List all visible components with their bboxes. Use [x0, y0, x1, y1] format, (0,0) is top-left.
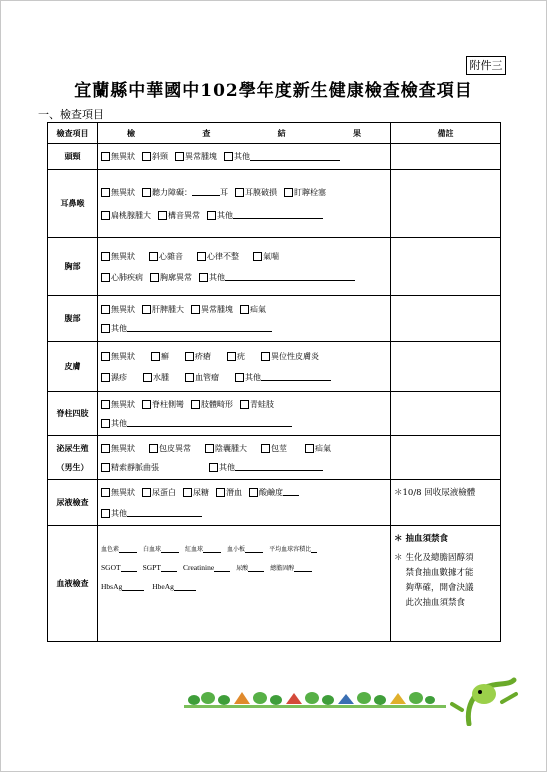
option-label: 其他	[219, 462, 235, 472]
checkbox[interactable]	[224, 152, 233, 161]
option-label: 疝氣	[250, 304, 266, 314]
checkbox[interactable]	[216, 488, 225, 497]
checkbox[interactable]	[142, 305, 151, 314]
fill-blank[interactable]	[250, 153, 340, 161]
checkbox[interactable]	[142, 400, 151, 409]
table-row	[48, 144, 501, 170]
checkbox[interactable]	[101, 324, 110, 333]
lab-label: 白血球	[143, 547, 162, 553]
option-label: 癬	[161, 351, 169, 361]
tree-row-illustration	[184, 692, 446, 708]
section-heading: 一、檢查項目	[38, 108, 104, 121]
category-abdomen: 腹部	[48, 296, 98, 342]
category-blood: 血液檢查	[48, 526, 98, 642]
option-label: 構音異常	[168, 210, 200, 220]
category-label: 泌尿生殖	[56, 442, 89, 453]
checkbox[interactable]	[158, 211, 167, 220]
remark-cell	[391, 342, 501, 392]
result-cell	[98, 436, 391, 480]
checkbox[interactable]	[249, 488, 258, 497]
remark-cell	[391, 392, 501, 436]
option-label: 其他	[209, 272, 225, 282]
option-label: 心肺疾病	[111, 272, 143, 282]
table-row	[48, 296, 501, 342]
checkbox[interactable]	[142, 188, 151, 197]
blood-remark-title-line	[394, 532, 497, 547]
fill-blank[interactable]	[161, 564, 177, 572]
result-cell	[98, 526, 391, 642]
fill-blank[interactable]	[127, 509, 202, 517]
blood-remark-title: 抽血須禁食	[405, 534, 448, 544]
remark-line: 夠準確，開會決議	[405, 583, 474, 593]
fill-blank[interactable]	[233, 211, 323, 219]
fill-blank[interactable]	[127, 324, 272, 332]
result-cell	[98, 144, 391, 170]
option-label: 濕疹	[111, 372, 127, 382]
page-title: 宜蘭縣中華國中102學年度新生健康檢查檢查項目	[74, 81, 473, 101]
mascot-illustration	[452, 680, 516, 724]
header-result-char: 結	[277, 127, 286, 138]
table-header-row	[48, 123, 501, 144]
option-label: 陰囊腫大	[215, 443, 247, 453]
option-label: 異常腫塊	[201, 304, 233, 314]
checkbox[interactable]	[101, 211, 110, 220]
remark-line: 此次抽血須禁食	[405, 598, 466, 608]
category-urine: 尿液檢查	[48, 480, 98, 526]
remark-cell	[391, 480, 501, 526]
category-spine-limbs: 脊柱四肢	[48, 392, 98, 436]
header-result	[98, 123, 391, 144]
checkbox[interactable]	[261, 352, 270, 361]
option-label: 包皮異常	[159, 443, 191, 453]
option-label: 其他	[234, 152, 250, 161]
remark-cell	[391, 296, 501, 342]
fill-blank[interactable]	[122, 583, 144, 591]
table-row	[48, 480, 501, 526]
option-label: 無異狀	[111, 187, 135, 197]
option-label: 青蛙肢	[250, 399, 274, 409]
lab-label: 總膽固醇	[270, 566, 295, 572]
fill-blank[interactable]	[174, 583, 196, 591]
checkbox[interactable]	[149, 252, 158, 261]
checkbox[interactable]	[101, 352, 110, 361]
table-row	[48, 526, 501, 642]
category-skin: 皮膚	[48, 342, 98, 392]
option-label: 其他	[111, 508, 127, 518]
remark-cell	[391, 436, 501, 480]
checkbox[interactable]	[101, 273, 110, 282]
exam-items-table	[47, 122, 501, 642]
checkbox[interactable]	[101, 444, 110, 453]
category-head-neck: 頭頸	[48, 144, 98, 170]
checkbox[interactable]	[240, 305, 249, 314]
category-ent: 耳鼻喉	[48, 170, 98, 238]
checkbox[interactable]	[207, 211, 216, 220]
option-label: 尿糖	[193, 487, 209, 497]
checkbox[interactable]	[209, 463, 218, 472]
checkbox[interactable]	[143, 373, 152, 382]
header-item: 檢查項目	[48, 123, 98, 144]
star-mark: ＊	[394, 534, 403, 544]
fill-blank[interactable]	[235, 463, 323, 471]
fill-blank[interactable]	[119, 545, 137, 553]
checkbox[interactable]	[150, 273, 159, 282]
checkbox[interactable]	[261, 444, 270, 453]
option-label: 無異狀	[111, 487, 135, 497]
result-cell	[98, 480, 391, 526]
fill-blank[interactable]	[161, 545, 179, 553]
fill-blank[interactable]	[203, 545, 221, 553]
option-label: 無異狀	[111, 152, 135, 161]
option-label: 其他	[245, 372, 261, 382]
option-label: 異位性皮膚炎	[271, 351, 319, 361]
fill-blank[interactable]	[245, 545, 263, 553]
option-label: 無異狀	[111, 399, 135, 409]
option-label: 胸廓異常	[160, 272, 192, 282]
remark-cell	[391, 144, 501, 170]
checkbox[interactable]	[199, 273, 208, 282]
checkbox[interactable]	[101, 488, 110, 497]
remark-line: 生化及總膽固醇須	[405, 553, 474, 563]
fill-blank[interactable]	[127, 419, 292, 427]
option-label: 脊柱側彎	[152, 399, 184, 409]
fill-blank[interactable]	[311, 545, 317, 553]
header-result-char: 檢	[127, 127, 135, 138]
option-label: 血管瘤	[195, 372, 219, 382]
checkbox[interactable]	[235, 373, 244, 382]
lab-label: Creatinine	[182, 563, 215, 572]
option-label: 無異狀	[111, 351, 135, 361]
option-label: 扁桃腺腫大	[111, 210, 151, 220]
checkbox[interactable]	[227, 352, 236, 361]
fill-blank[interactable]	[192, 188, 220, 196]
footer-decoration	[184, 676, 524, 726]
header-result-char: 查	[202, 127, 211, 138]
lab-label: HbsAg	[101, 582, 123, 591]
result-cell	[98, 342, 391, 392]
option-label: 無異狀	[111, 304, 135, 314]
option-label: 水腫	[153, 372, 169, 382]
remark-cell	[391, 170, 501, 238]
lab-label: SGPT	[142, 563, 161, 572]
category-urogenital	[48, 436, 98, 480]
checkbox[interactable]	[185, 352, 194, 361]
lab-label: SGOT	[101, 563, 121, 572]
option-label: 肢體畸形	[201, 399, 233, 409]
checkbox[interactable]	[197, 252, 206, 261]
checkbox[interactable]	[101, 305, 110, 314]
checkbox[interactable]	[191, 400, 200, 409]
checkbox[interactable]	[175, 152, 184, 161]
option-label: 耳	[220, 187, 228, 197]
option-label: 盯聹栓塞	[294, 187, 326, 197]
option-label: 尿蛋白	[152, 487, 176, 497]
star-mark: ＊	[394, 553, 403, 563]
checkbox[interactable]	[101, 373, 110, 382]
option-label: 無異狀	[111, 443, 135, 453]
option-label: 疥瘡	[195, 351, 211, 361]
header-result-char: 果	[352, 127, 361, 138]
lab-label: HbeAg	[152, 582, 174, 591]
checkbox[interactable]	[101, 400, 110, 409]
fill-blank[interactable]	[261, 373, 331, 381]
remark-cell	[391, 526, 501, 642]
checkbox[interactable]	[101, 152, 110, 161]
option-label: 疣	[237, 351, 245, 361]
option-label: 其他	[111, 418, 127, 428]
result-cell	[98, 238, 391, 296]
checkbox[interactable]	[305, 444, 314, 453]
checkbox[interactable]	[183, 488, 192, 497]
option-label: 氣喘	[263, 251, 279, 261]
urine-remark: ＊10/8 回收尿液檢體	[394, 488, 476, 498]
option-label: 無異狀	[111, 251, 135, 261]
fill-blank[interactable]	[248, 564, 264, 572]
option-label: 肝脾腫大	[152, 304, 184, 314]
checkbox[interactable]	[142, 152, 151, 161]
option-label: 潛血	[226, 487, 242, 497]
fill-blank[interactable]	[214, 564, 230, 572]
checkbox[interactable]	[191, 305, 200, 314]
option-label: 其他	[217, 210, 233, 220]
result-cell	[98, 296, 391, 342]
checkbox[interactable]	[142, 488, 151, 497]
lab-label: 平均血球容積比	[269, 547, 312, 553]
checkbox[interactable]	[151, 352, 160, 361]
lab-label: 血小板	[227, 547, 246, 553]
fill-blank[interactable]	[121, 564, 137, 572]
fill-blank[interactable]	[225, 273, 355, 281]
lab-label: 尿酸	[236, 566, 249, 572]
option-label: 聽力障礙：	[152, 187, 192, 197]
remark-cell	[391, 238, 501, 296]
fill-blank[interactable]	[294, 564, 312, 572]
remark-line: 禁食抽血數據才能	[405, 568, 474, 578]
blood-remark-body	[394, 551, 497, 611]
checkbox[interactable]	[101, 188, 110, 197]
category-sublabel: （男生）	[56, 461, 89, 472]
lab-label: 紅血球	[185, 547, 204, 553]
table-row	[48, 342, 501, 392]
table-row	[48, 436, 501, 480]
table-row	[48, 238, 501, 296]
table-row	[48, 392, 501, 436]
fill-blank[interactable]	[283, 488, 299, 496]
header-remark: 備註	[391, 123, 501, 144]
checkbox[interactable]	[185, 373, 194, 382]
checkbox[interactable]	[101, 252, 110, 261]
option-label: 心雜音	[159, 251, 183, 261]
result-cell	[98, 392, 391, 436]
option-label: 疝氣	[315, 443, 331, 453]
checkbox[interactable]	[101, 509, 110, 518]
attachment-label: 附件三	[466, 56, 506, 75]
option-label: 包莖	[271, 443, 287, 453]
option-label: 酸鹼度	[259, 487, 283, 497]
option-label: 耳膜破損	[245, 187, 277, 197]
option-label: 異常腫塊	[185, 152, 217, 161]
checkbox[interactable]	[205, 444, 214, 453]
category-chest: 胸部	[48, 238, 98, 296]
checkbox[interactable]	[253, 252, 262, 261]
result-cell	[98, 170, 391, 238]
option-label: 心律不整	[207, 251, 239, 261]
checkbox[interactable]	[149, 444, 158, 453]
checkbox[interactable]	[284, 188, 293, 197]
checkbox[interactable]	[240, 400, 249, 409]
option-label: 斜頸	[152, 152, 168, 161]
table-row	[48, 170, 501, 238]
lab-label: 血色素	[101, 547, 120, 553]
checkbox[interactable]	[101, 463, 110, 472]
checkbox[interactable]	[101, 419, 110, 428]
option-label: 其他	[111, 323, 127, 333]
option-label: 精索靜脈曲張	[111, 462, 159, 472]
checkbox[interactable]	[235, 188, 244, 197]
